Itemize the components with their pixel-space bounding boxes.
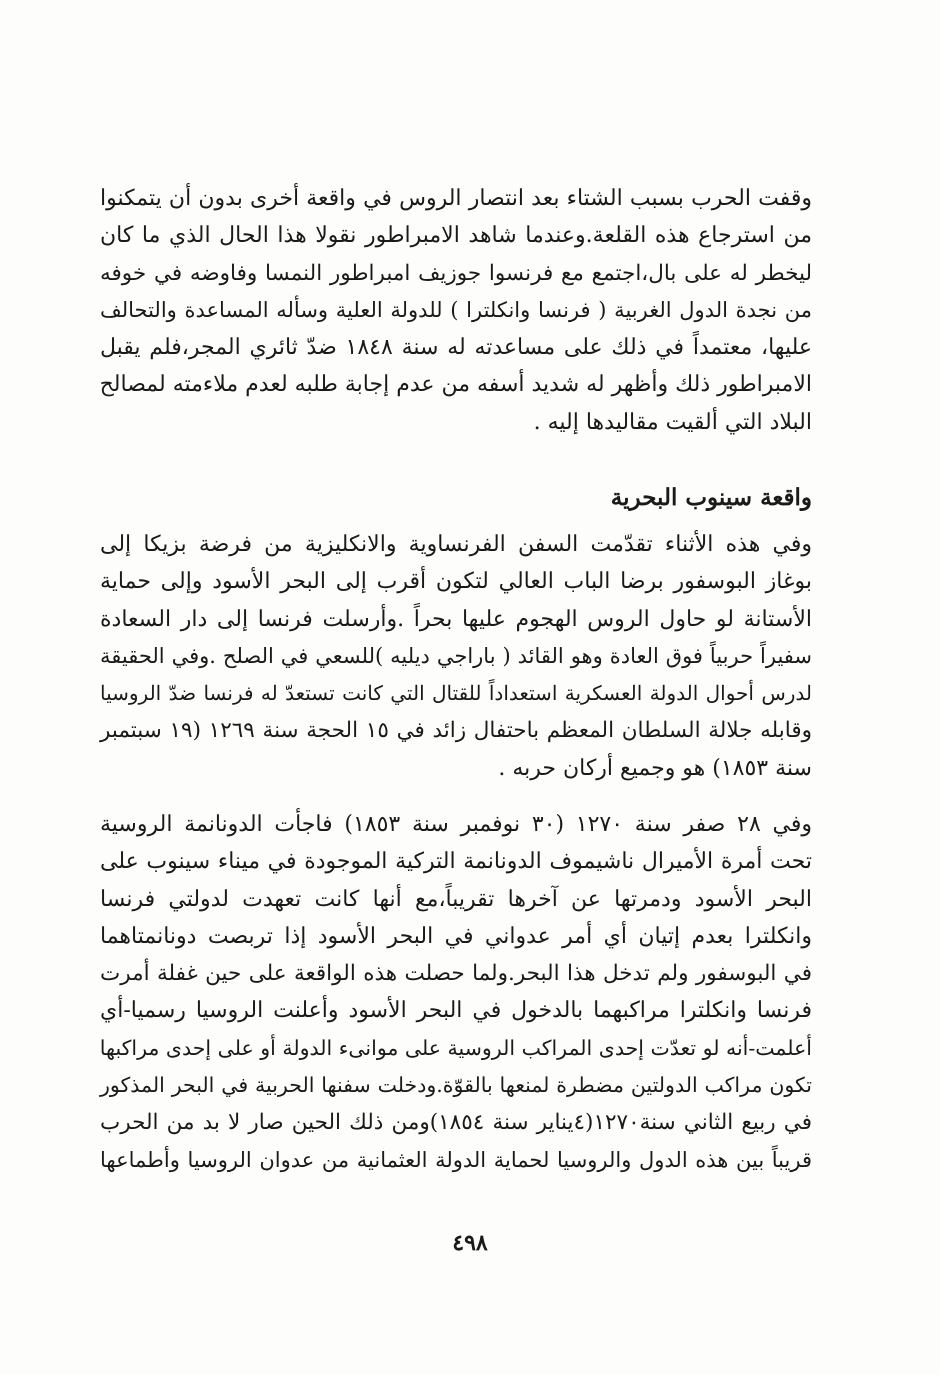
paragraph-fleets-bosphorus: [100, 526, 812, 787]
text-line: في ربيع الثاني سنة١٢٧٠(٤يناير سنة ١٨٥٤)ومن ذلك الحين صار لا بد من الحرب: [100, 1110, 812, 1136]
text-line: سنة ١٨٥٣) هو وجميع أركان حربه .: [498, 755, 812, 781]
text-line: وقفت الحرب بسبب الشتاء بعد انتصار الروس في واقعة أخرى بدون أن يتمكنوا: [100, 186, 812, 211]
text-line: تحت أمرة الأميرال ناشيموف الدونانمة التركية الموجودة في ميناء سينوب على: [100, 849, 812, 875]
text-line: لدرس أحوال الدولة العسكرية استعداداً للقتال التي كانت تستعدّ له فرنسا ضدّ الروسيا: [100, 681, 812, 706]
text-line: تكون مراكب الدولتين مضطرة لمنعها بالقوّة.ودخلت سفنها الحربية في البحر المذكور: [100, 1073, 812, 1098]
section-heading: واقعة سينوب البحرية: [610, 484, 812, 511]
paragraph-winter-halt: [100, 180, 812, 441]
text-line: في البوسفور ولم تدخل هذا البحر.ولما حصلت هذه الواقعة على حين غفلة أمرت: [100, 961, 812, 987]
text-line: قريباً بين هذه الدول والروسيا لحماية الدولة العثمانية من عدوان الروسيا وأطماعها: [100, 1147, 812, 1172]
text-line: البلاد التي ألقيت مقاليدها إليه .: [533, 409, 812, 435]
text-line: وقابله جلالة السلطان المعظم باحتفال زائد في ١٥ الحجة سنة ١٢٦٩ (١٩ سبتمبر: [100, 718, 812, 744]
paragraph-sinop-battle: [100, 806, 812, 1179]
text-line: البحر الأسود ودمرتها عن آخرها تقريباً،مع أنها كانت تعهدت لدولتي فرنسا: [100, 886, 812, 912]
text-line: سفيراً حربياً فوق العادة وهو القائد ( باراجي ديليه )للسعي في الصلح .وفي الحقيقة: [100, 643, 812, 668]
text-line: من نجدة الدول الغربية ( فرنسا وانكلترا ) للدولة العلية وسأله المساعدة والتحالف: [100, 297, 812, 322]
text-line: من استرجاع هذه القلعة.وعندما شاهد الامبراطور نقولا هذا الحال الذي ما كان: [100, 223, 812, 249]
text-line: الأستانة لو حاول الروس الهجوم عليها بحراً .وأرسلت فرنسا إلى دار السعادة: [100, 606, 812, 632]
text-line: فرنسا وانكلترا مراكبهما بالدخول في البحر الأسود وأعلنت الروسيا رسميا-أي: [100, 998, 812, 1024]
text-line: وفي ٢٨ صفر سنة ١٢٧٠ (٣٠ نوفمبر سنة ١٨٥٣) فاجأت الدونانمة الروسية: [100, 812, 812, 837]
text-line: بوغاز البوسفور برضا الباب العالي لتكون أقرب إلى البحر الأسود وإلى حماية: [100, 569, 812, 595]
text-line: ليخطر له على بال،اجتمع مع فرنسوا جوزيف امبراطور النمسا وفاوضه في خوفه: [100, 260, 812, 286]
text-line: أعلمت-أنه لو تعدّت إحدى المراكب الروسية على موانىء الدولة أو على إحدى مراكبها: [99, 1035, 812, 1060]
page-number: ٤٩٨: [452, 1230, 488, 1256]
text-line: وانكلترا بعدم إتيان أي أمر عدواني في البحر الأسود إذا تربصت دونانمتاهما: [100, 923, 812, 949]
text-line: الامبراطور ذلك وأظهر له شديد أسفه من عدم إجابة طلبه لعدم ملاءمته لمصالح: [99, 372, 812, 398]
text-line: وفي هذه الأثناء تقدّمت السفن الفرنساوية والانكليزية من فرضة بزيكا إلى: [100, 532, 812, 557]
text-line: عليها، معتمداً في ذلك على مساعدته له سنة ١٨٤٨ ضدّ ثائري المجر،فلم يقبل: [100, 335, 812, 361]
